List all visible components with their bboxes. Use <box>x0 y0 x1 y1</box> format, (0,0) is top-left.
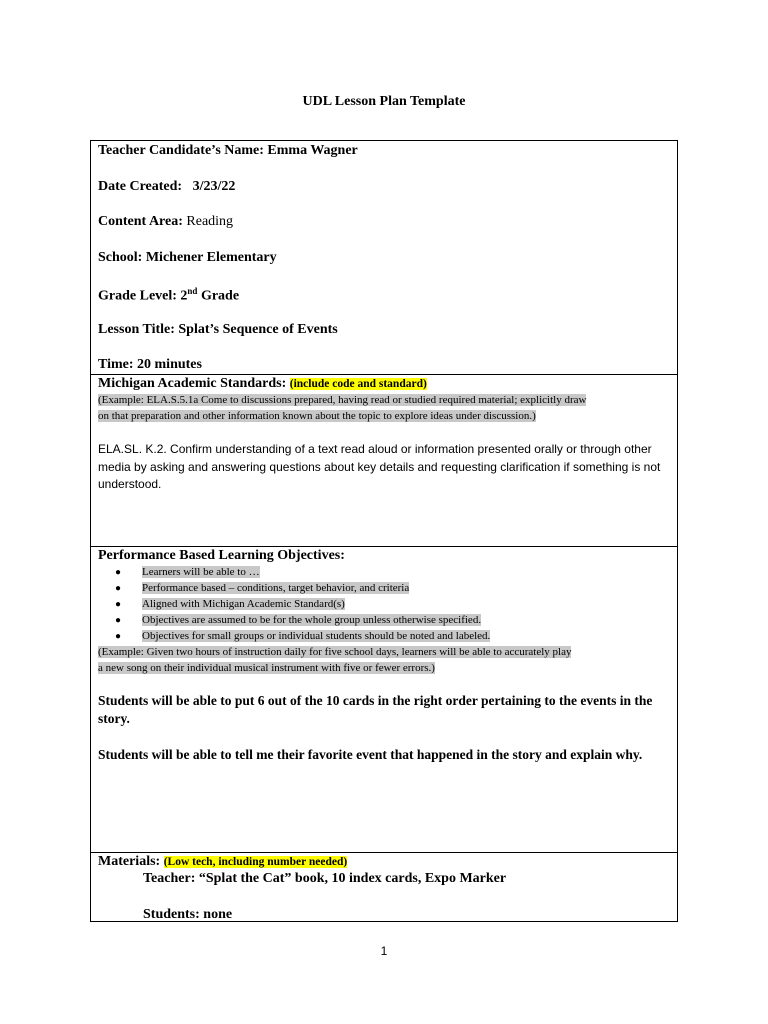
bullet-icon: ● <box>115 615 122 626</box>
lesson-title-field <box>98 322 338 338</box>
school-value: Michener Elementary <box>145 250 277 265</box>
objectives-example-line-1: (Example: Given two hours of instruction daily for five school days, learners will be able to accurately play <box>98 646 572 658</box>
time-value: 20 minutes <box>137 357 202 372</box>
list-item: ● Learners will be able to … <box>115 564 490 580</box>
list-item: ● Aligned with Michigan Academic Standard(s) <box>115 596 490 612</box>
objective-1: Students will be able to put 6 out of the 10 cards in the right order pertaining to the events in the story. <box>98 693 653 726</box>
grade-level-field <box>98 286 239 305</box>
standard-text: ELA.SL. K.2. Confirm understanding of a text read aloud or information presented orally or through other media by asking and answering questions about key details and requesting clarification if something is not understood. <box>98 442 661 491</box>
date-created-label: Date Created: <box>98 179 183 194</box>
teacher-name-value: Emma Wagner <box>267 143 358 158</box>
materials-teacher-line: Teacher: “Splat the Cat” book, 10 index cards, Expo Marker <box>143 871 507 886</box>
lesson-title-value: Splat’s Sequence of Events <box>178 322 338 337</box>
standards-heading <box>98 376 427 392</box>
materials-heading <box>98 854 347 870</box>
standards-cell <box>91 374 677 546</box>
list-item: ● Objectives are assumed to be for the whole group unless otherwise specified. <box>115 612 490 628</box>
standards-example <box>98 392 673 424</box>
bullet-icon: ● <box>115 567 122 578</box>
grade-level-number: 2 <box>180 288 188 304</box>
lesson-title-label: Lesson Title: <box>98 322 175 337</box>
teacher-info-cell <box>91 141 677 374</box>
date-created-value: 3/23/22 <box>192 179 236 194</box>
teacher-name-label: Teacher Candidate’s Name: <box>98 143 264 158</box>
lesson-plan-table <box>90 140 678 922</box>
bullet-icon: ● <box>115 599 122 610</box>
list-item: ● Performance based – conditions, target behavior, and criteria <box>115 580 490 596</box>
time-label: Time: <box>98 357 134 372</box>
grade-level-word: Grade <box>200 288 240 304</box>
objectives-example-line-2: a new song on their individual musical instrument with five or fewer errors.) <box>98 662 435 674</box>
materials-heading-note: (Low tech, including number needed) <box>163 856 348 868</box>
time-field <box>98 357 202 373</box>
school-label: School: <box>98 250 143 265</box>
objectives-guideline-list <box>115 564 490 644</box>
objectives-example <box>98 644 673 676</box>
standards-heading-note: (include code and standard) <box>289 378 427 390</box>
objective-2: Students will be able to tell me their favorite event that happened in the story and explain why. <box>98 747 643 762</box>
list-item: ● Objectives for small groups or individual students should be noted and labeled. <box>115 628 490 644</box>
content-area-field <box>98 214 233 230</box>
school-field <box>98 250 277 266</box>
grade-level-label: Grade Level: <box>98 288 177 304</box>
bullet-icon: ● <box>115 631 122 642</box>
content-area-value: Reading <box>186 214 234 229</box>
materials-students-line: Students: none <box>143 907 233 922</box>
standards-heading-label: Michigan Academic Standards: <box>98 376 287 391</box>
standards-example-line-1: (Example: ELA.S.5.1a Come to discussions prepared, having read or studied required material; explicitly draw <box>98 394 587 406</box>
materials-cell <box>91 852 677 922</box>
content-area-label: Content Area: <box>98 214 183 229</box>
bullet-icon: ● <box>115 583 122 594</box>
date-created-field <box>98 179 235 195</box>
page-number: 1 <box>380 944 388 958</box>
materials-heading-label: Materials: <box>98 854 161 869</box>
document-title: UDL Lesson Plan Template <box>302 94 466 109</box>
teacher-name-field <box>98 143 358 159</box>
grade-level-suffix: nd <box>187 286 198 296</box>
objectives-cell <box>91 546 677 852</box>
standards-example-line-2: on that preparation and other information known about the topic to explore ideas under discussion.) <box>98 410 536 422</box>
objectives-heading: Performance Based Learning Objectives: <box>98 548 345 563</box>
